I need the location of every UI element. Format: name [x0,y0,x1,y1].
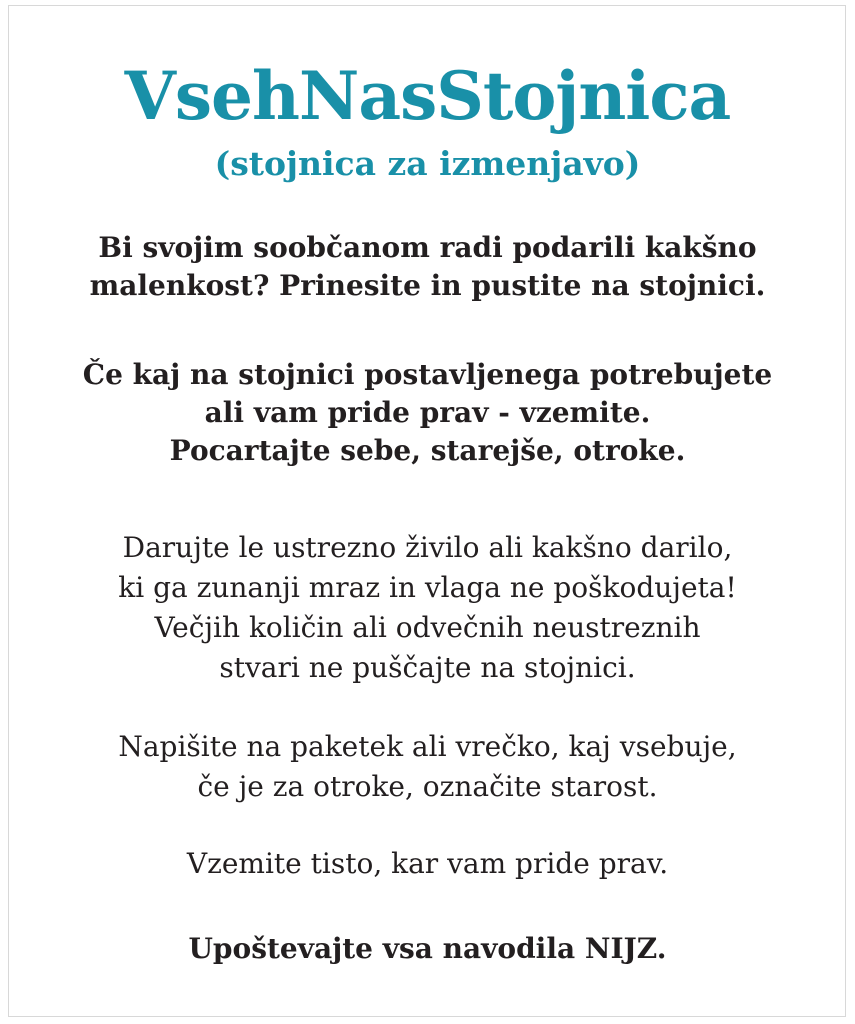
paragraph-line: Večjih količin ali odvečnih neustreznih [154,611,701,644]
take-what-you-need-paragraph [0,844,855,884]
paragraph-line: Darujte le ustrezno živilo ali kakšno darilo, [122,531,733,564]
paragraph-line: malenkost? Prinesite in pustite na stojnici. [89,269,766,302]
paragraph-line: ki ga zunanji mraz in vlaga ne poškodujeta! [118,571,737,604]
paragraph-line: če je za otroke, označite starost. [197,770,658,803]
paragraph-line: stvari ne puščajte na stojnici. [219,651,636,684]
paragraph-line: Pocartajte sebe, starejše, otroke. [169,434,686,467]
paragraph-line: Bi svojim soobčanom radi podarili kakšno [98,231,757,264]
paragraph-line: ali vam pride prav - vzemite. [204,396,651,429]
paragraph-line: Upoštevajte vsa navodila NIJZ. [188,932,667,965]
poster-title: VsehNasStojnica [124,57,731,135]
paragraph-line: Vzemite tisto, kar vam pride prav. [186,847,669,880]
intro-paragraph [0,229,855,305]
nijz-notice [0,930,855,968]
labeling-paragraph [0,727,855,807]
donation-rules-paragraph [0,528,855,688]
paragraph-line: Če kaj na stojnici postavljenega potrebujete [82,358,773,391]
paragraph-line: Napišite na paketek ali vrečko, kaj vsebuje, [118,730,737,763]
poster-subtitle: (stojnica za izmenjavo) [214,144,641,183]
take-paragraph [0,356,855,470]
